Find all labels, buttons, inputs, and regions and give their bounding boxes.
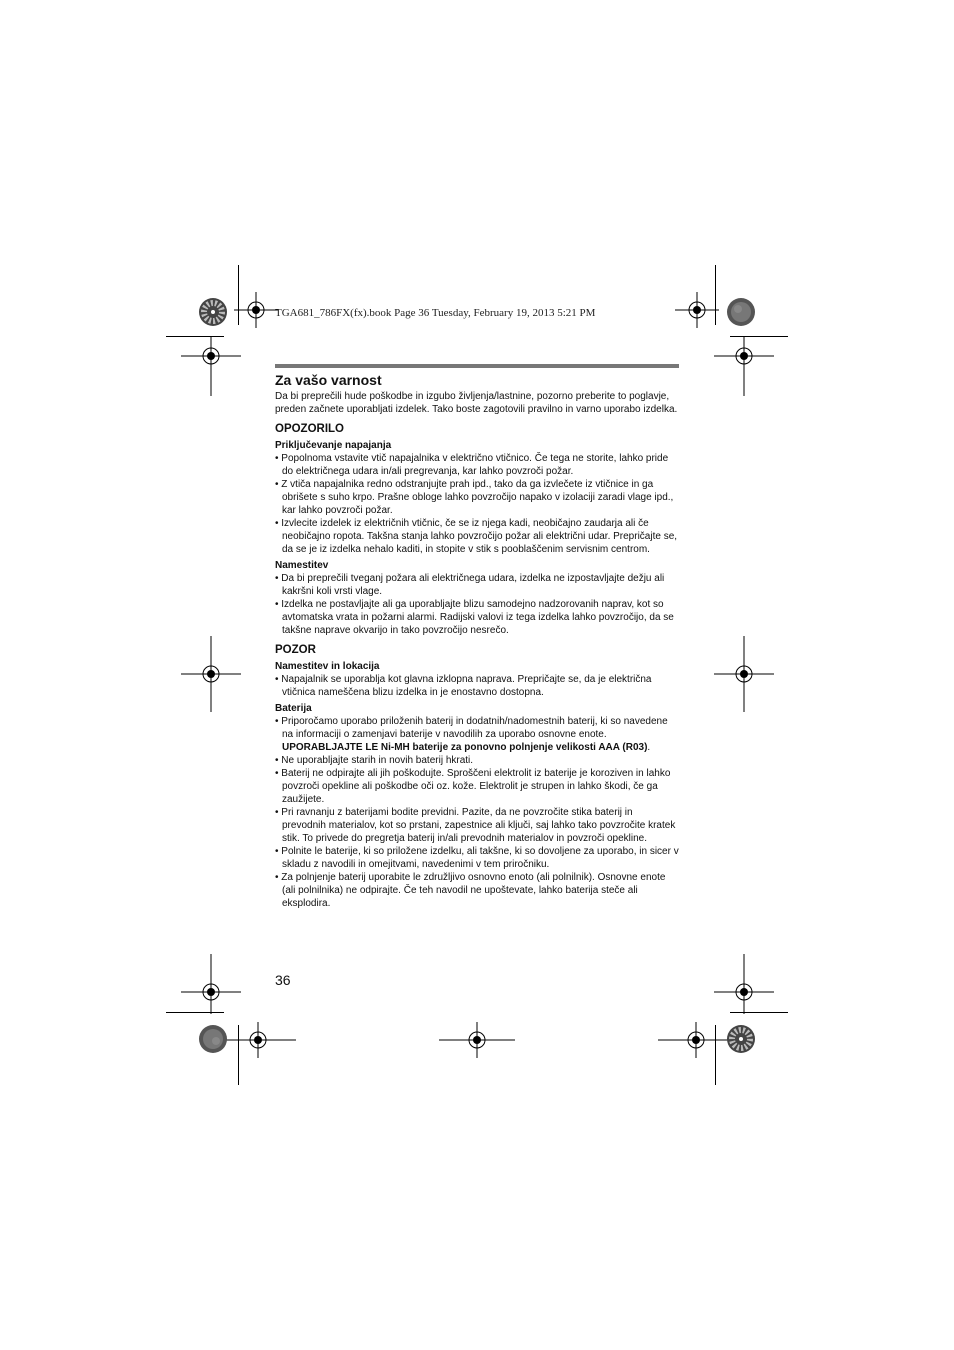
document-body [275,372,679,910]
gray-target-icon [198,1024,228,1054]
list-item: • Izvlecite izdelek iz električnih vtičnic, če se iz njega kadi, neobičajno zaudarja ali če neobičajno ropota. Takšna stanja lahko povzročijo požar ali električni udar. Prepričajte se, da se je iz izdelka nehalo kaditi, in stopite v stik s pooblaščenim servisnim centrom. [275,517,679,556]
list-item [275,715,679,754]
registration-mark-icon [181,636,241,712]
intro-paragraph: Da bi preprečili hude poškodbe in izgubo življenja/lastnine, pozorno preberite to poglavje, preden začnete uporabljati izdelek. Tako boste zagotovili pravilno in varno uporabo izdelka. [275,391,678,415]
power-list [275,452,679,556]
list-item: • Za polnjenje baterij uporabite le združljivo osnovno enoto (ali polnilnik). Osnovne enote (ali polnilnika) ne odpirajte. Če teh navodil ne upoštevate, lahko baterija steče ali eksplodira. [275,871,679,910]
power-heading: Priključevanje napajanja [275,440,392,451]
battery-list [275,715,679,910]
battery-emphasis: UPORABLJAJTE LE Ni-MH baterije za ponovno polnjenje velikosti AAA (R03) [282,742,648,753]
page-number: 36 [275,972,291,988]
registration-mark-icon [181,336,241,396]
starburst-target-icon [198,297,228,327]
registration-mark-icon [181,954,241,1014]
warning-heading: OPOZORILO [275,423,344,435]
registration-mark-icon [714,954,774,1014]
list-item: • Z vtiča napajalnika redno odstranjujte prah ipd., tako da ga izvlečete iz vtičnice in ga obrišete s suho krpo. Prašne obloge lahko povzročijo napako v izolaciji zaradi vlage ipd., kar lahko povzroči požar. [275,478,679,517]
registration-mark-icon [439,1022,515,1058]
section-rule [275,364,679,368]
location-heading: Namestitev in lokacija [275,661,380,672]
section-title: Za vašo varnost [275,372,382,388]
registration-mark-icon [234,292,278,328]
registration-mark-icon [220,1022,296,1058]
registration-mark-icon [675,292,719,328]
registration-mark-icon [658,1022,734,1058]
list-item: • Popolnoma vstavite vtič napajalnika v električno vtičnico. Če tega ne storite, lahko pride do električnega udara in/ali pregrevanja, kar lahko povzroči požar. [275,452,679,478]
battery-text-end: . [647,742,651,753]
list-item: • Ne uporabljajte starih in novih baterij hkrati. [275,754,679,767]
battery-heading: Baterija [275,703,312,714]
file-header: TGA681_786FX(fx).book Page 36 Tuesday, February 19, 2013 5:21 PM [275,307,596,319]
install-list [275,572,679,637]
list-item: • Baterij ne odpirajte ali jih poškodujte. Sproščeni elektrolit iz baterije je koroziven in lahko povzroči opekline ali poškodbe oči oz. kože. Elektrolit je strupen in lahko škodi, če ga zaužijete. [275,767,679,806]
list-item: • Pri ravnanju z baterijami bodite previdni. Pazite, da ne povzročite stika baterij in prevodnih materialov, kot so prstani, zapestnice ali ključi, saj lahko tako povzročite kratek stik. To privede do pregretja baterij in/ali prevodnih materialov in povzroči opekline. [275,806,679,845]
battery-text: Priporočamo uporabo priloženih baterij in dodatnih/nadomestnih baterij, ki so navedene na informaciji o zamenjavi baterije v navodilih za uporabo osnovne enote. [281,716,668,740]
list-item: • Napajalnik se uporablja kot glavna izklopna naprava. Prepričajte se, da je električna vtičnica nameščena blizu izdelka in je enostavno dostopna. [275,673,679,699]
location-list [275,673,679,699]
starburst-target-icon [726,1024,756,1054]
list-item: • Da bi preprečili tveganj požara ali električnega udara, izdelka ne izpostavljajte dežju ali kakršni koli vrsti vlage. [275,572,679,598]
gray-target-icon [726,297,756,327]
list-item: • Polnite le baterije, ki so priložene izdelku, ali takšne, ki so dovoljene za uporabo, in sicer v skladu z navodili in omejitvami, navedenimi v tem priročniku. [275,845,679,871]
install-heading: Namestitev [275,560,329,571]
list-item: • Izdelka ne postavljajte ali ga uporabljajte blizu samodejno nadzorovanih naprav, kot so avtomatska vrata in požarni alarmi. Radijski valovi iz tega izdelka lahko povzročijo, da se takšne naprave okvarijo in tako povzročijo nesrečo. [275,598,679,637]
registration-mark-icon [714,336,774,396]
registration-mark-icon [714,636,774,712]
caution-heading: POZOR [275,644,316,656]
